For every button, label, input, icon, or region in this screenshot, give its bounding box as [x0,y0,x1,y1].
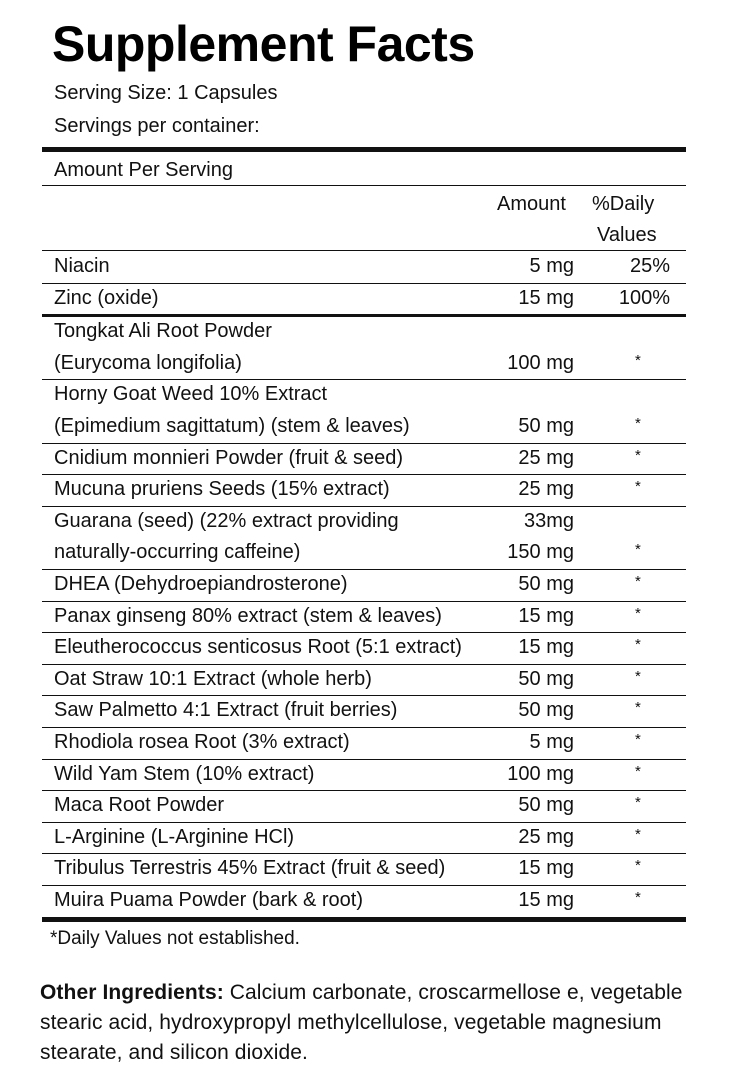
ingredient-row [42,696,686,728]
divider [42,185,686,186]
daily-value-asterisk: * [635,762,641,780]
nutrient-daily-value: 100% [618,286,670,309]
daily-value-asterisk: * [635,573,641,590]
ingredient-amount: 15 mg [518,889,574,911]
amount-column-header: Amount [497,193,566,215]
ingredient-amount: 15 mg [518,857,574,880]
ingredient-name: (Eurycoma longifolia) [54,351,242,374]
ingredient-amount: 100 mg [507,762,574,785]
ingredient-row [42,854,686,886]
daily-value-asterisk: * [635,667,641,685]
other-ingredients-text: Calcium carbonate, croscarmellose e, vegetable stearic acid, hydroxypropyl methylcellulose, vegetable magnesium stearate, and silicon dioxide. [40,981,683,1064]
daily-value-column-header: %Daily [592,193,655,215]
ingredient-row [42,728,686,760]
servings-per-container: Servings per container: [54,115,260,137]
ingredient-row [42,665,686,697]
ingredient-name: (Epimedium sagittatum) (stem & leaves) [54,414,410,437]
vitamin-row [42,252,686,284]
ingredient-amount: 100 mg [507,351,574,374]
page-title: Supplement Facts [52,16,475,72]
daily-value-asterisk: * [635,414,641,432]
nutrient-amount: 5 mg [529,255,574,277]
ingredient-name: naturally-occurring caffeine) [54,541,301,564]
ingredient-amount: 5 mg [529,731,574,753]
ingredient-row [42,380,686,443]
ingredient-name: Cnidium monnieri Powder (fruit & seed) [54,446,404,469]
daily-value-asterisk: * [635,446,641,464]
ingredient-name: Oat Straw 10:1 Extract (whole herb) [54,667,372,690]
ingredient-row [42,475,686,507]
ingredient-row [42,633,686,665]
daily-value-asterisk: * [635,889,641,906]
ingredient-amount: 15 mg [518,604,574,627]
daily-value-asterisk: * [635,794,641,812]
ingredient-row [42,507,686,570]
daily-value-asterisk: * [635,699,641,717]
ingredient-amount: 25 mg [518,478,574,501]
daily-value-column-header-line2: Values [597,224,657,246]
ingredient-name: Muira Puama Powder (bark & root) [54,889,364,911]
daily-value-asterisk: * [635,636,641,654]
ingredient-name: Guarana (seed) (22% extract providing [54,509,399,532]
ingredient-row [42,760,686,792]
ingredient-name: Mucuna pruriens Seeds (15% extract) [54,478,390,501]
daily-value-asterisk: * [635,604,641,622]
ingredient-name: Panax ginseng 80% extract (stem & leaves) [54,604,442,627]
ingredient-name: L-Arginine (L-Arginine HCl) [54,825,295,848]
nutrient-name: Zinc (oxide) [54,286,159,309]
daily-value-asterisk: * [635,478,641,496]
nutrient-daily-value: 25% [629,255,670,277]
ingredient-name: Tongkat Ali Root Powder [54,320,272,343]
ingredient-row [42,886,686,918]
ingredient-row [42,791,686,823]
ingredient-amount: 50 mg [518,414,574,437]
daily-values-footnote: *Daily Values not established. [50,928,300,949]
vitamin-row [42,284,686,316]
other-ingredients [40,978,700,1068]
daily-value-asterisk: * [635,825,641,843]
serving-size: Serving Size: 1 Capsules [54,82,278,104]
thick-rule [42,917,686,922]
ingredient-name: Wild Yam Stem (10% extract) [54,762,315,785]
ingredient-amount: 15 mg [518,636,574,659]
nutrient-amount: 15 mg [518,286,574,309]
ingredient-name: Rhodiola rosea Root (3% extract) [54,731,350,753]
divider [42,250,686,251]
ingredient-name: Maca Root Powder [54,794,225,817]
ingredient-amount: 50 mg [518,573,574,595]
ingredient-row [42,317,686,380]
ingredient-row [42,570,686,602]
ingredient-amount: 25 mg [518,825,574,848]
ingredient-row [42,444,686,476]
ingredient-name: Saw Palmetto 4:1 Extract (fruit berries) [54,699,398,722]
thick-rule [42,147,686,152]
ingredient-name: Tribulus Terrestris 45% Extract (fruit & seed) [54,857,446,880]
ingredient-name: Horny Goat Weed 10% Extract [54,383,328,406]
ingredient-name: DHEA (Dehydroepiandrosterone) [54,573,348,595]
daily-value-asterisk: * [635,731,641,748]
nutrient-name: Niacin [54,255,110,277]
ingredient-row [42,602,686,634]
ingredient-amount: 25 mg [518,446,574,469]
ingredient-row [42,823,686,855]
ingredient-amount: 50 mg [518,667,574,690]
ingredient-amount: 150 mg [507,541,574,564]
amount-per-serving-header: Amount Per Serving [54,159,233,181]
other-ingredients-label: Other Ingredients: [40,981,224,1004]
daily-value-asterisk: * [635,857,641,875]
ingredient-amount: 50 mg [518,699,574,722]
daily-value-asterisk: * [635,351,641,369]
daily-value-asterisk: * [635,541,641,559]
ingredient-amount: 33mg [523,509,574,532]
ingredient-name: Eleutherococcus senticosus Root (5:1 extract) [54,636,462,659]
ingredient-amount: 50 mg [518,794,574,817]
